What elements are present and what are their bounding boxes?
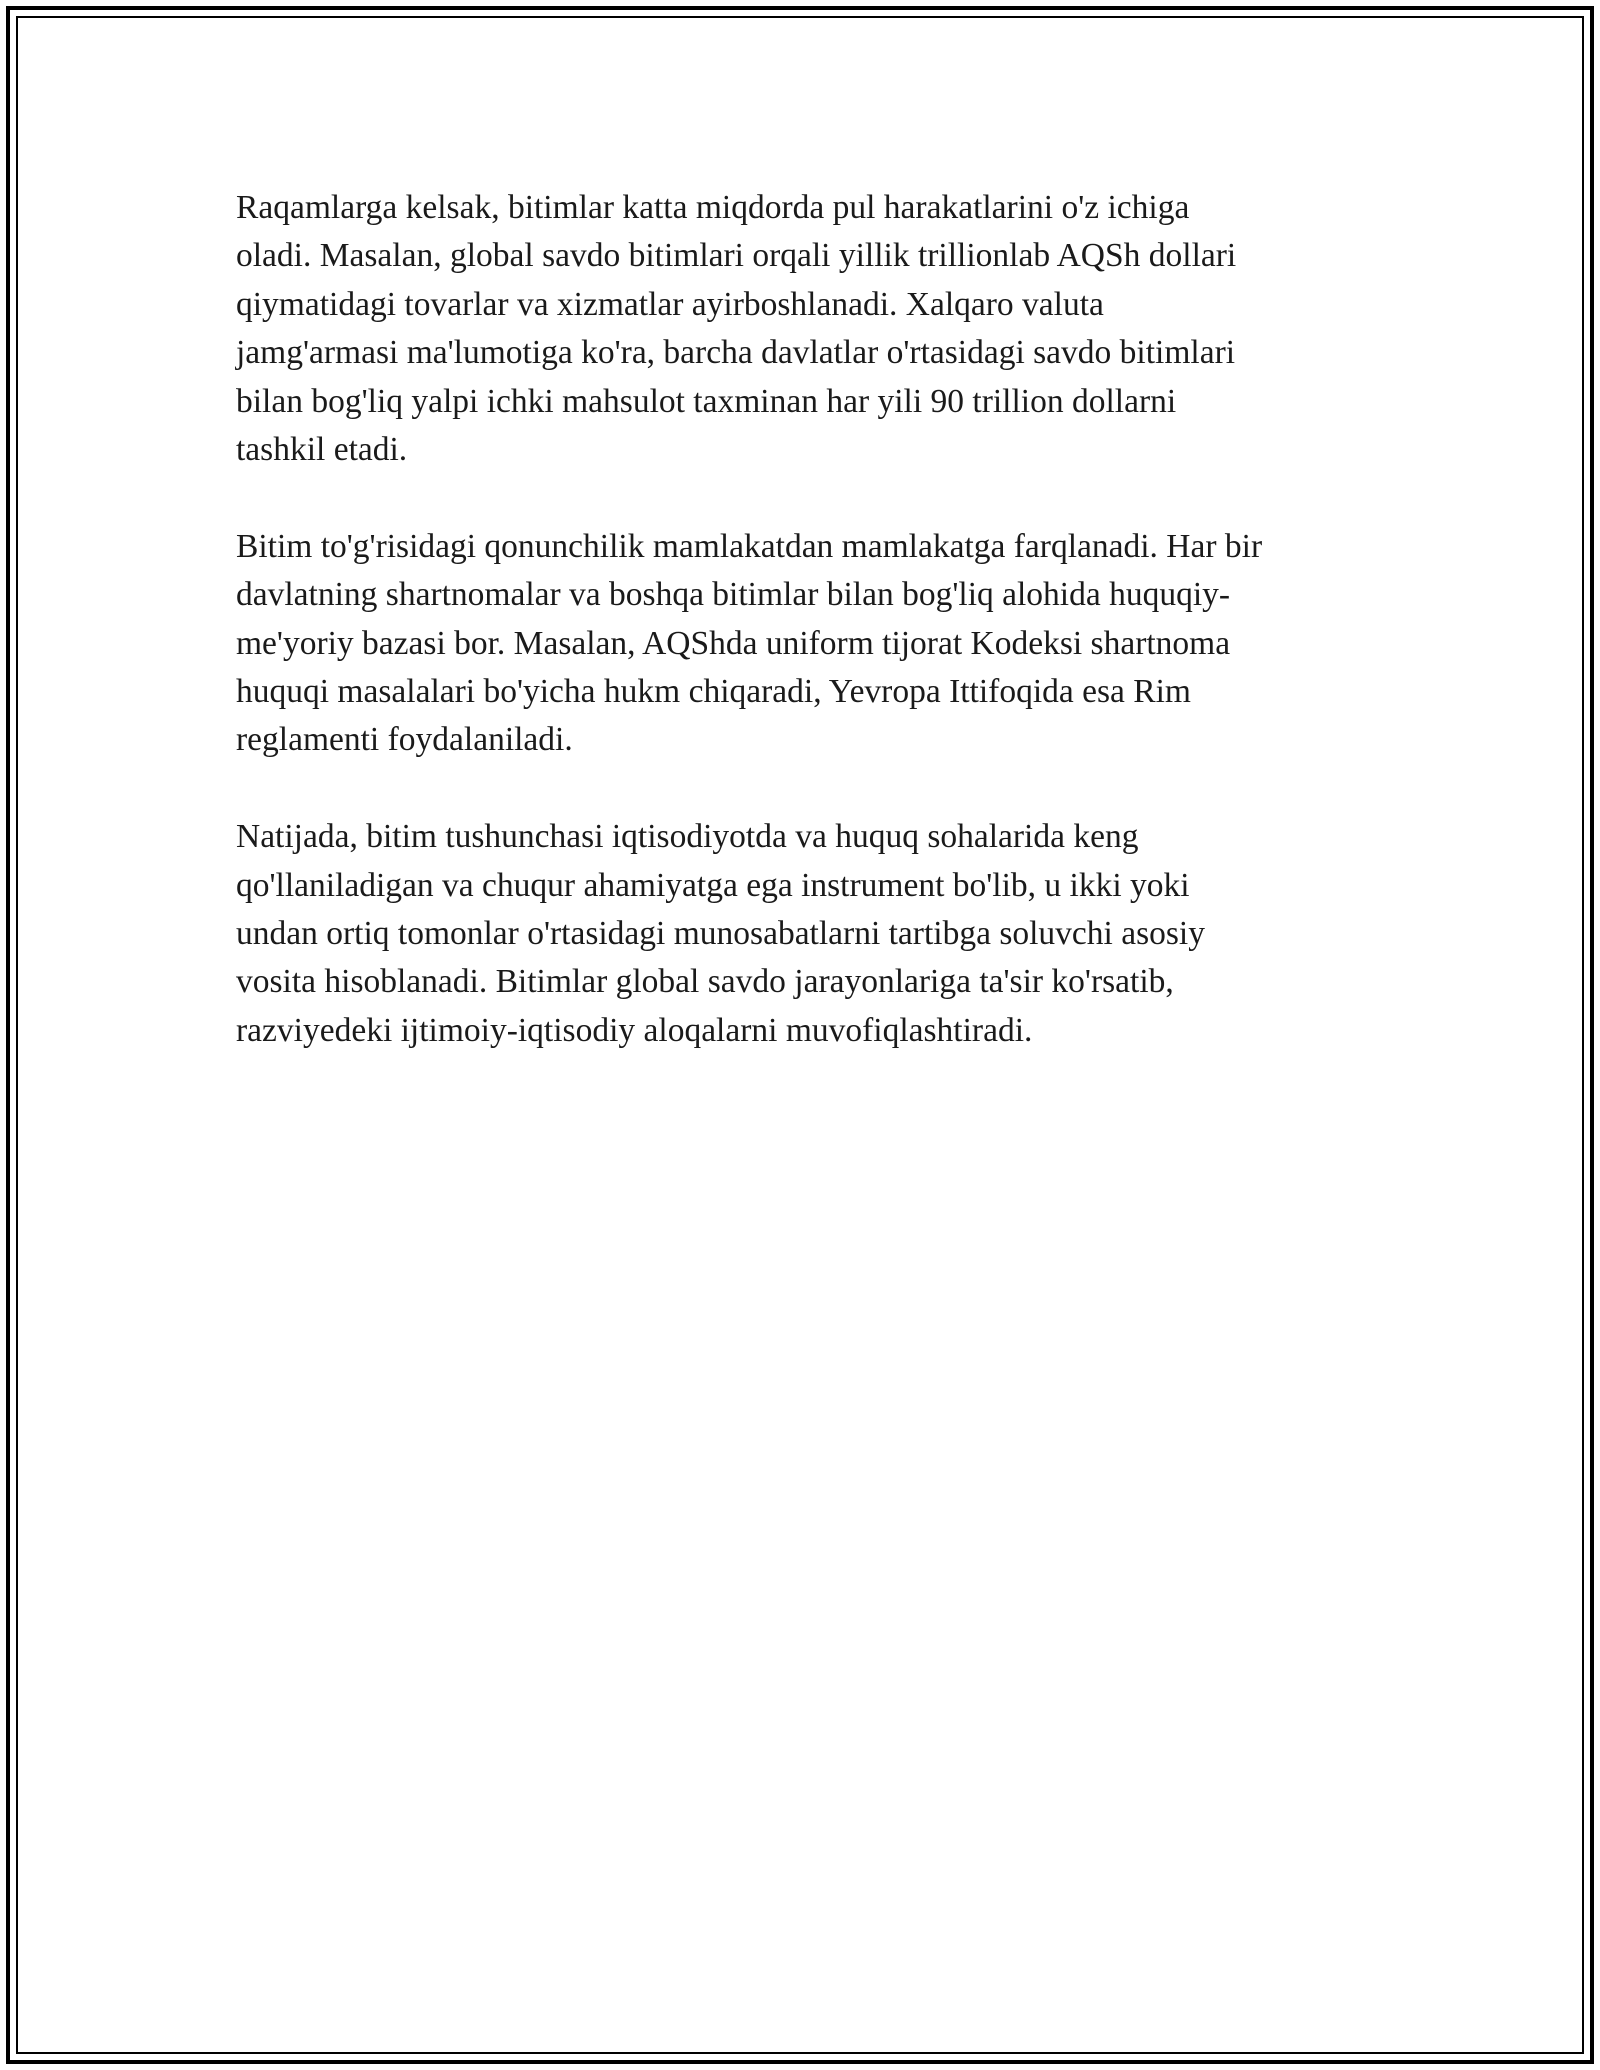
paragraph-legislation: Bitim to'g'risidagi qonunchilik mamlakatdan mamlakatga farqlanadi. Har bir davlatning shartnomalar va boshqa bitimlar bilan bog'liq alohida huquqiy- me'yoriy bazasi bor. Masalan, AQShda uniform tijorat Kodeksi shartnoma huquqi masalalari bo'yicha hukm chiqaradi, Yevropa Ittifoqida esa Rim reglamenti foydalaniladi. (236, 527, 1263, 759)
paragraph-figures: Raqamlarga kelsak, bitimlar katta miqdorda pul harakatlarini o'z ichiga oladi. Masalan, global savdo bitimlari orqali yillik trillionlab AQSh dollari qiymatidagi tovarlar va xizmatlar ayirboshlanadi. Xalqaro valuta jamg'armasi ma'lumotiga ko'ra, barcha davlatlar o'rtasidagi savdo bitimlari bilan bog'liq yalpi ichki mahsulot taxminan har yili 90 trillion dollarni tashkil etadi. (236, 189, 1237, 469)
paragraph-conclusion: Natijada, bitim tushunchasi iqtisodiyotda va huquq sohalarida keng qo'llaniladigan va chuqur ahamiyatga ega instrument bo'lib, u ikki yoki undan ortiq tomonlar o'rtasidagi munosabatlarni tartibga soluvchi asosiy vosita hisoblanadi. Bitimlar global savdo jarayonlariga ta'sir ko'rsatib, razviyedeki ijtimoiy-iqtisodiy aloqalarni muvofiqlashtiradi. (236, 818, 1205, 1049)
document-body (236, 184, 1376, 1104)
